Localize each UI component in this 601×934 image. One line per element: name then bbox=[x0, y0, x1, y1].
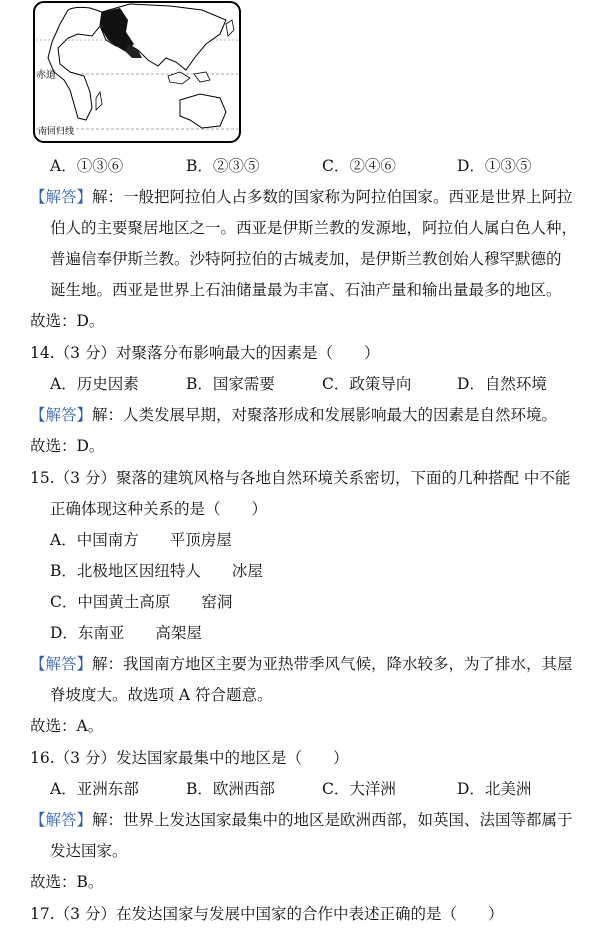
q15-option-b: B．北极地区因纽特人 冰屋 bbox=[50, 562, 263, 580]
answer-tag: 【解答】 bbox=[30, 406, 93, 424]
answer-tag: 【解答】 bbox=[30, 188, 93, 206]
q16-option-c: C．大洋洲 bbox=[322, 780, 396, 798]
q15-option-c: C．中国黄土高原 窑洞 bbox=[50, 593, 233, 611]
q16-option-d: D．北美洲 bbox=[457, 780, 532, 798]
q15-answer-line-2: 脊坡度大。故选项 A 符合题意。 bbox=[50, 686, 273, 704]
q15-option-d: D．东南亚 高架屋 bbox=[50, 624, 202, 642]
q16-answer-line-2: 发达国家。 bbox=[50, 842, 128, 860]
q14-stem: 14.（3 分）对聚落分布影响最大的因素是（ ） bbox=[30, 344, 380, 362]
q13-answer-line-3: 普遍信奉伊斯兰教。沙特阿拉伯的古城麦加，是伊斯兰教创始人穆罕默德的 bbox=[50, 250, 562, 268]
tropic-label: 南回归线 bbox=[38, 126, 75, 136]
q14-answer-line-1: 【解答】解：人类发展早期，对聚落形成和发展影响最大的因素是自然环境。 bbox=[30, 406, 558, 424]
q16-option-a: A．亚洲东部 bbox=[50, 780, 139, 798]
q13-answer-line-4: 诞生地。西亚是世界上石油储量最为丰富、石油产量和输出量最多的地区。 bbox=[50, 281, 562, 299]
q13-option-b: B．②③⑤ bbox=[186, 157, 260, 175]
q15-stem-line-2: 正确体现这种关系的是（ ） bbox=[50, 500, 268, 518]
q14-option-d: D．自然环境 bbox=[457, 375, 547, 393]
q14-option-c: C．政策导向 bbox=[322, 375, 412, 393]
q13-choice: 故选：D。 bbox=[30, 312, 105, 330]
q16-choice: 故选：B。 bbox=[30, 873, 104, 891]
world-map-figure bbox=[30, 0, 244, 146]
equator-label: 赤道 bbox=[36, 70, 56, 81]
q17-stem: 17.（3 分）在发达国家与发展中国家的合作中表述正确的是（ ） bbox=[30, 905, 504, 923]
q14-choice: 故选：D。 bbox=[30, 437, 105, 455]
q14-option-b: B．国家需要 bbox=[186, 375, 275, 393]
q15-answer-line-1: 【解答】解：我国南方地区主要为亚热带季风气候，降水较多，为了排水，其屋 bbox=[30, 655, 573, 673]
q13-option-c: C．②④⑥ bbox=[322, 157, 396, 175]
q13-option-a: A．①③⑥ bbox=[50, 157, 124, 175]
q16-answer-line-1: 【解答】解：世界上发达国家最集中的地区是欧洲西部，如英国、法国等都属于 bbox=[30, 811, 573, 829]
answer-tag: 【解答】 bbox=[30, 811, 93, 829]
q13-option-d: D．①③⑤ bbox=[457, 157, 532, 175]
q15-option-a: A．中国南方 平顶房屋 bbox=[50, 531, 232, 549]
q16-stem: 16.（3 分）发达国家最集中的地区是（ ） bbox=[30, 749, 349, 767]
q15-choice: 故选：A。 bbox=[30, 717, 104, 735]
q16-option-b: B．欧洲西部 bbox=[186, 780, 275, 798]
q14-option-a: A．历史因素 bbox=[50, 375, 139, 393]
q13-answer-line-1: 【解答】解：一般把阿拉伯人占多数的国家称为阿拉伯国家。西亚是世界上阿拉 bbox=[30, 188, 573, 206]
answer-tag: 【解答】 bbox=[30, 655, 93, 673]
q15-stem-line-1: 15.（3 分）聚落的建筑风格与各地自然环境关系密切，下面的几种搭配 中不能 bbox=[30, 469, 571, 487]
q13-answer-line-2: 伯人的主要聚居地区之一。西亚是伊斯兰教的发源地，阿拉伯人属白色人种， bbox=[50, 219, 578, 237]
